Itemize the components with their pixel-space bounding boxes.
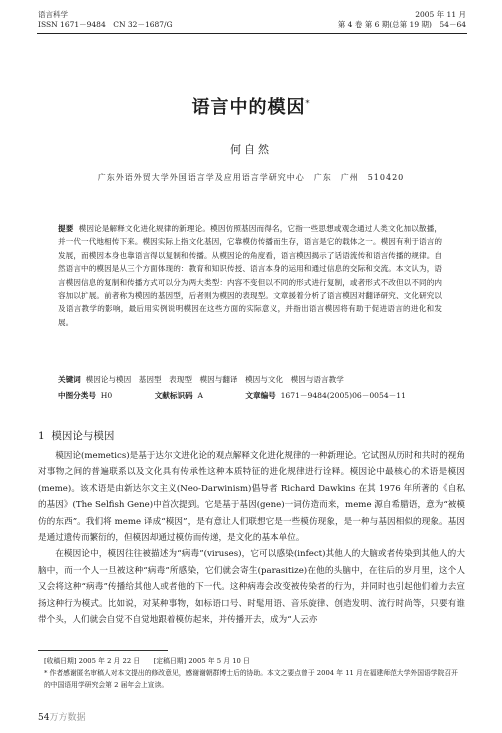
section-number: 1 bbox=[38, 430, 45, 442]
affiliation: 广东外语外贸大学外国语言学及应用语言学研究中心 广东 广州 510420 bbox=[97, 173, 405, 182]
running-header-right bbox=[338, 10, 466, 30]
page-footer bbox=[38, 710, 85, 723]
issue-date: 2005 年 11 月 bbox=[415, 10, 466, 19]
body-text bbox=[38, 448, 465, 628]
keywords-text: 模因论与模因 基因型 表现型 模因与翻译 模因与文化 模因与语言教学 bbox=[85, 375, 344, 384]
author: 何自然 bbox=[230, 143, 272, 156]
abstract bbox=[58, 222, 442, 329]
running-header-left bbox=[38, 10, 173, 30]
footnote-dates: [收稿日期] 2005 年 2 月 22 日 [定稿日期] 2005 年 5 月 10 日 bbox=[44, 657, 250, 665]
abstract-text: 模因论是解释文化进化规律的新理论。模因仿照基因而得名，它指一些思想或观念通过人类文化加以散播，并一代一代地相传下来。模因实际上指文化基因，它靠模仿传播而生存，语言是它的载体之一。模因有利于语言的发展，而模因本身也靠语言得以复制和传播。从模因论的角度看，语言模因揭示了话语流传和语言传播的规律。自然语言中的模因是从三个方面体现的：教育和知识传授、语言本身的运用和通过信息的交际和交流。本文认为，语言模因信息的复制和传播方式可以分为两大类型：内容不变但以不同的形式进行复制，或者形式不改但以不同的内容加以扩展。前者称为模因的基因型，后者则为模因的表现型。文章援着分析了语言模因对翻译研究、文化研究以及语言教学的影响，最后用实例说明模因在这些方面的实际意义，并指出语言模因将有助于促进语言的进化和发展。 bbox=[58, 224, 443, 327]
body-paragraph: 在模因论中，模因往往被描述为“病毒”(viruses)，它可以感染(infect)其他人的大脑或者传染到其他人的大脑中，而一个人一旦被这种“病毒”所感染，它们就会寄生(parasitize)在他的头脑中，在往后的岁月里，这个人又会将这种“病毒”传播给其他人或者他的下一代。这种病毒会改变被传染者的行为，并同时也引起他们着力去宣扬这种行为模式。比如说，对某种事物，如标语口号、时髦用语、音乐旋律、创造发明、流行时尚等，只要有谁带个头，人们就会自觉不自觉地跟着模仿起来，并传播开去，成为“人云亦 bbox=[38, 549, 465, 626]
article-title bbox=[0, 93, 502, 119]
footnotes bbox=[44, 655, 462, 691]
keywords-label: 关键词 bbox=[58, 375, 81, 384]
body-paragraph: 模因论(memetics)是基于达尔文进化论的观点解释文化进化规律的一种新理论。它试图从历时和共时的视角对事物之间的普遍联系以及文化具有传承性这种本质特征的进化规律进行诠释。模因论中最核心的术语是模因(meme)。该术语是由新达尔文主义(Neo-Darwinism)倡导者 Richard Dawkins 在其 1976 年所著的《自私的基因》(The Selfish Gene)中首次提到。它是基于基因(gene)一词仿造而来，meme 源自希腊语，意为“被模仿的东西”。我们将 meme 译成“模因”，是有意让人们联想它是一些模仿现象，是一种与基因相似的现象。基因是通过遗传而繁衍的，但模因却通过模仿而传递，是文化的基本单位。 bbox=[38, 451, 465, 544]
clc-label: 中图分类号 bbox=[58, 391, 96, 400]
watermark: 万方数据 bbox=[49, 713, 86, 723]
abstract-label: 提要 bbox=[58, 224, 74, 233]
classification-line bbox=[58, 389, 462, 402]
doc-code-label: 文献标识码 bbox=[154, 391, 193, 400]
header-rule bbox=[37, 33, 467, 34]
issue-info: 第 4 卷 第 6 期(总第 19 期) 54－64 bbox=[337, 20, 466, 29]
page-number: 54 bbox=[38, 713, 50, 723]
article-number-value: 1671－9484(2005)06－0054－11 bbox=[280, 391, 406, 400]
title-footnote-mark: * bbox=[305, 99, 311, 108]
keywords bbox=[58, 373, 442, 386]
section-title: 模因论与模因 bbox=[51, 430, 115, 442]
footnote-rule bbox=[38, 650, 168, 651]
journal-name: 语言科学 bbox=[38, 10, 68, 19]
clc-value: H0 bbox=[100, 391, 113, 400]
title-text: 语言中的模因 bbox=[191, 97, 306, 118]
section-heading bbox=[38, 428, 114, 443]
issn-line: ISSN 1671－9484 CN 32－1687/G bbox=[38, 20, 173, 29]
article-number-label: 文章编号 bbox=[245, 391, 276, 400]
doc-code-value: A bbox=[197, 391, 203, 400]
footnote-acknowledgement: * 作者感谢匿名审稿人对本文提出的修改意见，感谢谢朝群博士后的协助。本文之要点曾于 2004 年 11 月在福建师范大学外国语学院召开的中国语用学研究会第 2 届年会上宣读。 bbox=[44, 669, 458, 689]
